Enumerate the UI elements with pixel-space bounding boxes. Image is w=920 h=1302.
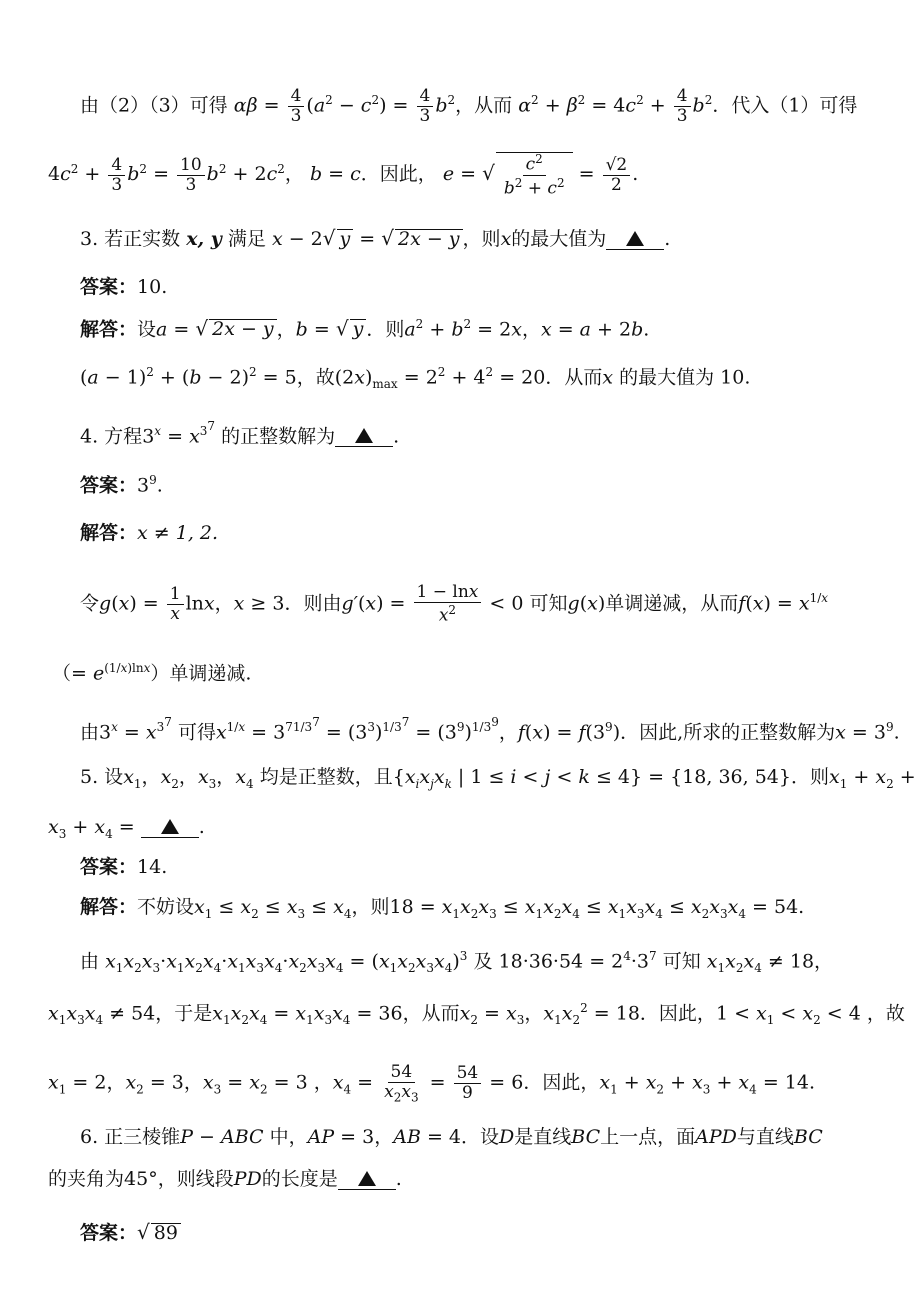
text: 设 — [137, 318, 157, 341]
answer-label: 答案： — [80, 1222, 138, 1244]
text: ．设 — [461, 1126, 500, 1148]
question-6-line-2: 的夹角为45°，则线段PD的长度是 . — [48, 1168, 402, 1190]
text: . — [156, 474, 163, 497]
text: 由 — [80, 721, 100, 744]
answer-blank — [141, 818, 199, 838]
text: ， — [284, 163, 304, 186]
text: ，于是 — [155, 1002, 213, 1025]
solution-5-line-2: 由 $x_1x_2x_3\cdot x_1x_2x_4\cdot x_1x_3x_4\cdot x_2x_3x_4 = (x_1x_2x_3x_4)^3$ 及 $18\cdot 36\cdot 54 = 2^4\cdot 3^7$ 可知 $x_1x_2x_4 \ne 18$， — [80, 949, 834, 976]
text: 正三棱锥 — [104, 1126, 181, 1148]
text: ，从而 — [402, 1002, 460, 1025]
text: ，从而 — [455, 94, 513, 117]
text: 若正实数 — [104, 228, 181, 250]
solution-label: 解答： — [80, 522, 138, 544]
text: ．则由 — [284, 592, 342, 615]
text: ．则 — [366, 318, 405, 341]
triangle-icon — [355, 428, 373, 443]
text: 不妨设 — [137, 896, 195, 918]
solution-4-line-1 — [80, 524, 218, 543]
triangle-icon — [161, 819, 179, 834]
text: 由 — [80, 950, 100, 973]
question-number: 3. — [80, 228, 105, 250]
answer-label: 答案： — [80, 276, 138, 298]
text: 可知 — [662, 950, 701, 973]
text: ，故 — [866, 1002, 905, 1025]
text: 满足 — [227, 228, 266, 250]
text: 设 — [104, 766, 124, 788]
answer-blank — [335, 427, 393, 447]
text: 上一点，面 — [600, 1126, 696, 1148]
answer-value: 10. — [137, 276, 168, 298]
solution-label: 解答： — [80, 318, 138, 341]
text: 的最大值为 — [511, 228, 607, 250]
text: 可得 — [177, 721, 216, 744]
text: 的长度是 — [261, 1168, 338, 1190]
answer-label: 答案： — [80, 856, 138, 878]
text: ，则 — [462, 228, 501, 250]
answer-value: 14. — [137, 856, 168, 878]
text: 可知 — [529, 592, 568, 615]
text: 中， — [269, 1126, 308, 1148]
question-3: 3. 若正实数 x, y 满足 x − 2√ y = √ 2x − y ，则x的最大值为 . — [80, 226, 671, 250]
answer-label: 答案： — [80, 474, 138, 497]
answer-exponent: 9 — [149, 473, 157, 487]
text: ．则 — [790, 766, 829, 788]
question-number: 6. — [80, 1126, 105, 1148]
answer-4 — [80, 474, 163, 495]
text: ，则 — [351, 896, 390, 918]
derivation-line-1: 由（2）（3）可得 αβ = $\frac{4}{3}$ $(a^2 - c^2)$ = $\frac{4}{3}$ $b^2$，从而 $\alpha^2 + \beta^2 = 4c^2$ + $\frac{4}{3}$ $b^2$．代入（1）可得 — [80, 86, 858, 126]
text: 方程 — [104, 425, 143, 448]
question-number: 4. — [80, 425, 105, 448]
derivation-line-2: $4c^2$ + $\frac{4}{3}$ $b^2$ = $\frac{10}{3}$ $b^2 + 2c^2$， b = c．因此， e = √ $\frac{c^2}{b^2 + c^2}$ = $\frac{√2}{2}$ . — [48, 152, 639, 199]
solution-5-line-3: $x_1x_3x_4 \ne 54$，于是$x_1x_2x_4 = x_1x_3x_4 = 36$，从而$x_2 = x_3$，$x_1x_2^2 = 18$．因此，$1 < x_1 < x_2 < 4$ ，故 — [48, 1001, 905, 1028]
solution-5-line-1: 解答：不妨设$x_1 \le x_2 \le x_3 \le x_4$，则$18 = x_1x_2x_3 \le x_1x_2x_4 \le x_1x_3x_4 \le x_2x_3x_4 = 54$. — [80, 896, 805, 921]
text: ．因此， — [360, 163, 437, 186]
text: 与直线 — [736, 1126, 794, 1148]
answer-value: 3 — [137, 474, 150, 497]
triangle-icon — [626, 231, 644, 246]
text: ，故 — [296, 366, 335, 389]
solution-4-line-2: 令g(x) = $\frac{1}{x}$ lnx，x ≥ 3．则由g′(x) = $\frac{1 - \ln x}{x^2}$ < 0 可知g(x)单调递减，从而$f(x) = x^{1/x}$ — [80, 582, 829, 626]
answer-blank — [606, 230, 664, 250]
solution-4-line-4: 由$3^x = x^{3^7}$ 可得$x^{1/x} = 3^{71/3^7} = (3^3)^{1/3^7} = (3^9)^{1/3^9}$，$f(x) = f(3^9)$．因此,所求的正整数解为$x = 3^9$. — [80, 715, 900, 744]
text: x ≠ 1, 2. — [137, 522, 219, 544]
text: ．因此,所求的正整数解为 — [620, 721, 836, 744]
answer-value: 89 — [151, 1223, 181, 1243]
answer-blank — [338, 1170, 396, 1190]
solution-4-line-3: （= $e^{(1/x)lnx}$）单调递减. — [52, 661, 252, 685]
question-4: 4. 方程$3^x = x^{3^7}$ 的正整数解为 . — [80, 419, 400, 448]
solution-5-line-4: $x_1 = 2$，$x_2 = 3$，$x_3 = x_2 = 3$ ，$x_4$ = $\frac{54}{x_2x_3}$ = $\frac{54}{9}$ = 6．因此，$x_1 + x_2 + x_3 + x_4 = 14$. — [48, 1062, 815, 1105]
answer-5 — [80, 858, 167, 877]
text: ）单调递减. — [150, 662, 252, 685]
text: ．因此， — [523, 1071, 600, 1094]
text: 由（2）（3）可得 — [80, 94, 228, 117]
text: 是直线 — [514, 1126, 572, 1148]
text: ．从而 — [545, 366, 603, 389]
text: 及 — [473, 950, 493, 973]
solution-3-line-2: $(a - 1)^2 + (b - 2)^2 = 5$，故$(2x)_{max} = 2^2 + 4^2 = 20$．从而x 的最大值为 10. — [80, 365, 751, 392]
text: （= — [52, 662, 87, 685]
question-5-line-2: $x_3 + x_4$ = . — [48, 816, 205, 841]
text: 的正整数解为 — [221, 425, 336, 448]
text: 的最大值为 10. — [619, 366, 751, 389]
question-number: 5. — [80, 766, 105, 788]
text: ．因此， — [639, 1002, 716, 1025]
question-6: 6. 正三棱锥P − ABC 中，AP = 3，AB = 4．设D是直线BC上一点，面APD与直线BC — [80, 1126, 823, 1148]
text: 均是正整数，且 — [259, 766, 393, 788]
question-5: 5. 设$x_1$，$x_2$，$x_3$，$x_4$ 均是正整数，且{$x_ix_jx_k$ | 1 ≤ i < j < k ≤ 4} = {18, 36, 54}．则$x_1 + x_2$ + — [80, 766, 916, 791]
text: 单调递减，从而 — [605, 592, 739, 615]
answer-3 — [80, 278, 167, 297]
solution-3-line-1: 解答：设a = √ 2x − y ，b = √ y ．则$a^2 + b^2 = 2x$，x = a + 2b. — [80, 316, 650, 341]
answer-6: 答案：√ 89 — [80, 1222, 181, 1243]
solution-label: 解答： — [80, 896, 138, 918]
text: 令 — [80, 592, 100, 615]
triangle-icon — [358, 1171, 376, 1186]
text: ．代入（1）可得 — [712, 94, 858, 117]
text: 的夹角为 — [48, 1168, 125, 1190]
text: ，则线段 — [157, 1168, 234, 1190]
